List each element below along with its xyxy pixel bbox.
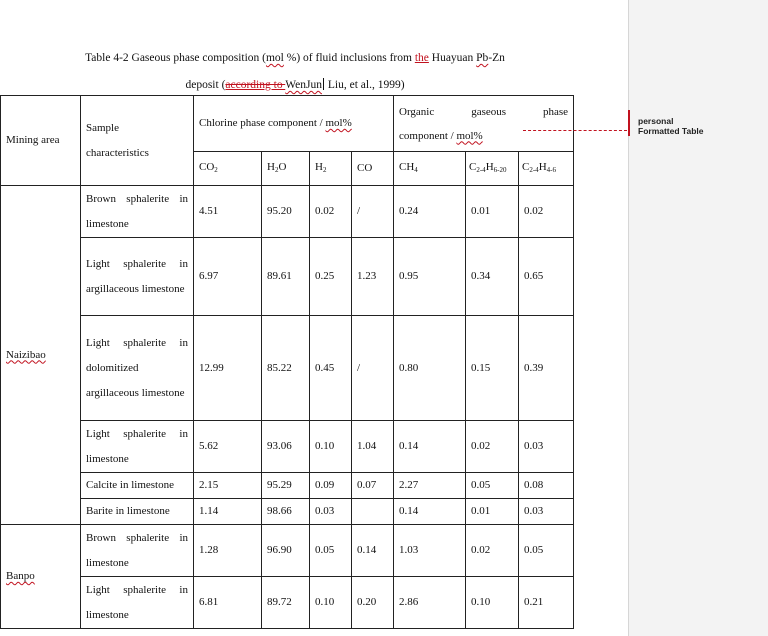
table-caption-line-2 [0,78,590,92]
table-row [1,316,574,421]
value-cell-h2: 0.09 [310,473,352,499]
spellcheck-word[interactable]: mol% [456,129,483,142]
sample-cell: Brown sphalerite in limestone [81,186,194,238]
value-cell-c2a: 0.05 [466,473,519,499]
value-cell-c2b: 0.02 [519,186,574,238]
sample-cell: Light sphalerite in argillaceous limestone [81,238,194,316]
value-cell-co2: 5.62 [194,421,262,473]
organic-line-2: component / mol% [399,129,483,142]
value-cell-co: / [352,186,394,238]
value-cell-co: 0.14 [352,525,394,577]
value-cell-h2: 0.10 [310,577,352,629]
caption-text: Table 4-2 Gaseous phase composition ( [85,52,266,64]
value-cell-ch4: 0.80 [394,316,466,421]
header-c2-4h6-20: $C_{2-4}H_{6-20}$ [466,152,519,186]
table-row [1,238,574,316]
sample-cell: Barite in limestone [81,499,194,525]
value-cell-h2: 0.05 [310,525,352,577]
value-cell-c2a: 0.10 [466,577,519,629]
value-cell-h2o: 96.90 [262,525,310,577]
comment-author: personal [638,116,674,126]
value-cell-ch4: 2.86 [394,577,466,629]
caption-text: %) of fluid inclusions from [283,52,415,64]
value-cell-ch4: 1.03 [394,525,466,577]
value-cell-h2o: 89.61 [262,238,310,316]
value-cell-h2o: 93.06 [262,421,310,473]
organic-line-1: Organic gaseous phase [399,105,569,118]
value-cell-co [352,499,394,525]
value-cell-co2: 2.15 [194,473,262,499]
value-cell-c2b: 0.05 [519,525,574,577]
value-cell-co2: 4.51 [194,186,262,238]
value-cell-h2: 0.02 [310,186,352,238]
value-cell-h2: 0.45 [310,316,352,421]
header-co2: $CO_2$ [194,152,262,186]
composition-table [0,95,574,629]
value-cell-c2a: 0.01 [466,499,519,525]
value-cell-ch4: 0.24 [394,186,466,238]
value-cell-c2a: 0.01 [466,186,519,238]
table-row [1,473,574,499]
comment-text: Formatted Table [638,126,704,136]
caption-text: Huayuan [428,52,477,64]
value-cell-c2b: 0.08 [519,473,574,499]
value-cell-h2: 0.25 [310,238,352,316]
comment-margin-pane [628,0,768,636]
value-cell-c2a: 0.02 [466,525,519,577]
header-chlorine-phase: Chlorine phase component / mol% [194,96,394,152]
spellcheck-word[interactable]: mol% [325,117,352,129]
header-organic-phase [394,96,574,152]
header-h2: $H_2$ [310,152,352,186]
mining-area-cell [1,186,81,525]
spellcheck-word[interactable]: mol [265,52,284,64]
table-row [1,525,574,577]
sample-cell: Brown sphalerite in limestone [81,525,194,577]
table-row [1,421,574,473]
header-co: CO [352,152,394,186]
sample-cell: Light sphalerite in limestone [81,577,194,629]
value-cell-c2b: 0.21 [519,577,574,629]
value-cell-ch4: 0.95 [394,238,466,316]
mining-area-cell [1,525,81,629]
table-row [1,186,574,238]
value-cell-ch4: 0.14 [394,499,466,525]
spellcheck-word[interactable]: Banpo [6,570,35,582]
value-cell-h2: 0.10 [310,421,352,473]
value-cell-h2o: 95.29 [262,473,310,499]
value-cell-c2a: 0.34 [466,238,519,316]
table-row [1,499,574,525]
value-cell-c2b: 0.03 [519,421,574,473]
value-cell-h2o: 95.20 [262,186,310,238]
sample-cell: Light sphalerite in limestone [81,421,194,473]
caption-text: -Zn [488,52,505,64]
spellcheck-word[interactable]: WenJun [285,79,322,91]
value-cell-co2: 1.28 [194,525,262,577]
sample-cell: Calcite in limestone [81,473,194,499]
value-cell-ch4: 0.14 [394,421,466,473]
formatting-comment-balloon[interactable] [638,116,758,136]
comment-connector-line [523,130,627,131]
text-cursor [323,78,324,90]
tracked-deletion[interactable]: according to [225,79,286,91]
comment-marker-bar [628,110,630,136]
value-cell-c2a: 0.15 [466,316,519,421]
value-cell-co: 1.04 [352,421,394,473]
caption-text: deposit ( [185,79,226,91]
header-ch4: $CH_4$ [394,152,466,186]
value-cell-c2a: 0.02 [466,421,519,473]
value-cell-c2b: 0.39 [519,316,574,421]
value-cell-h2o: 85.22 [262,316,310,421]
spellcheck-word[interactable]: Naizibao [6,348,46,361]
value-cell-co: 0.20 [352,577,394,629]
value-cell-co2: 6.81 [194,577,262,629]
value-cell-co2: 6.97 [194,238,262,316]
value-cell-co: / [352,316,394,421]
sample-cell: Light sphalerite in dolomitized argillaceous limestone [81,316,194,421]
value-cell-h2o: 89.72 [262,577,310,629]
value-cell-ch4: 2.27 [394,473,466,499]
header-sample-characteristics: Sample characteristics [81,96,194,186]
value-cell-c2b: 0.03 [519,499,574,525]
header-c2-4h4-6: $C_{2-4}H_{4-6}$ [519,152,574,186]
value-cell-h2: 0.03 [310,499,352,525]
value-cell-co2: 1.14 [194,499,262,525]
tracked-insertion[interactable]: the [414,52,429,64]
value-cell-co2: 12.99 [194,316,262,421]
table-caption-line-1 [0,51,590,65]
table-row [1,577,574,629]
spellcheck-word[interactable]: Pb [476,52,489,64]
header-h2o: $H_2O$ [262,152,310,186]
value-cell-c2b: 0.65 [519,238,574,316]
value-cell-h2o: 98.66 [262,499,310,525]
value-cell-co: 0.07 [352,473,394,499]
caption-text: Liu, et al., 1999) [325,79,405,91]
header-mining-area: Mining area [1,96,81,186]
value-cell-co: 1.23 [352,238,394,316]
